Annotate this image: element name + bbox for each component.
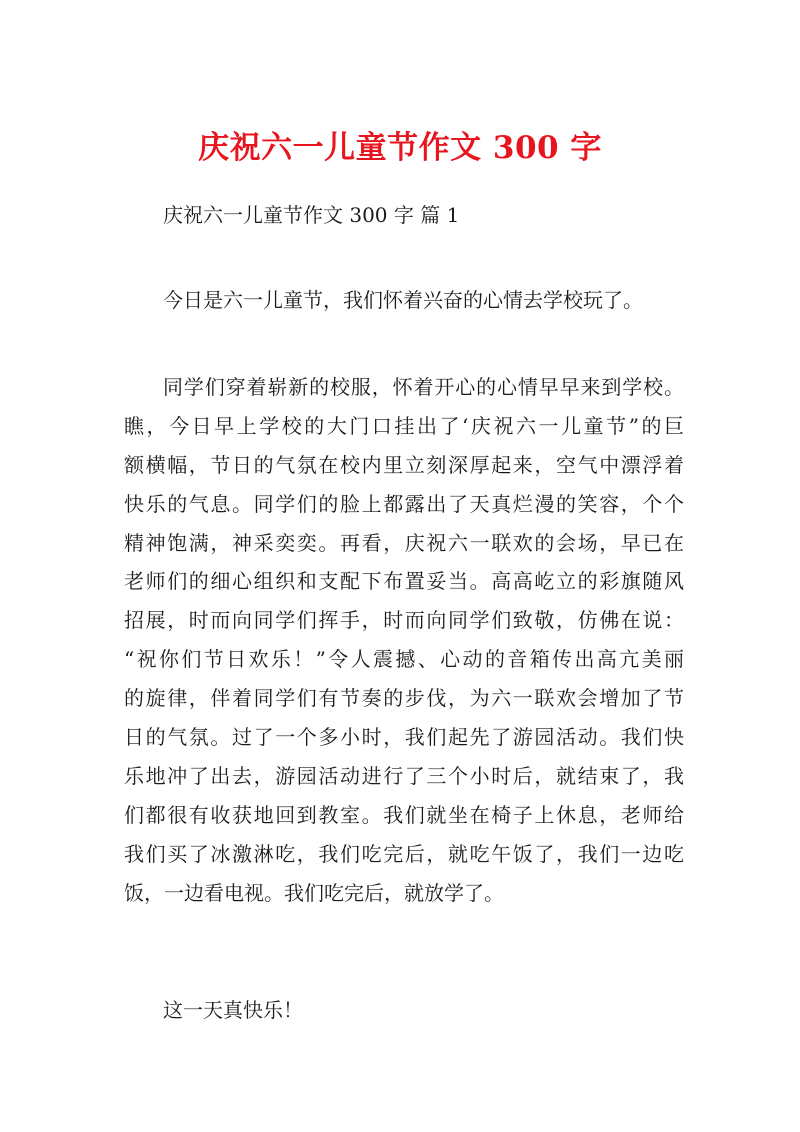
essay-subtitle: 庆祝六一儿童节作文 300 字 篇 1: [163, 203, 460, 227]
paragraph-line: 招展，时而向同学们挥手，时而向同学们致敬，仿佛在说：: [124, 608, 684, 633]
paragraph-line: 老师们的细心组织和支配下布置妥当。高高屹立的彩旗随风: [124, 569, 684, 594]
main-paragraph: [124, 368, 684, 912]
intro-paragraph: 今日是六一儿童节，我们怀着兴奋的心情去学校玩了。: [163, 288, 643, 312]
closing-paragraph: 这一天真快乐！: [163, 998, 303, 1022]
paragraph-line: 快乐的气息。同学们的脸上都露出了天真烂漫的笑容，个个: [124, 491, 684, 516]
paragraph-line: 日的气氛。过了一个多小时，我们起先了游园活动。我们快: [124, 725, 684, 750]
paragraph-line: 同学们穿着崭新的校服，怀着开心的心情早早来到学校。: [163, 375, 684, 399]
paragraph-line: 瞧，今日早上学校的大门口挂出了‘庆祝六一儿童节”的巨: [124, 413, 684, 438]
paragraph-line: 们都很有收获地回到教室。我们就坐在椅子上休息，老师给: [124, 802, 684, 827]
paragraph-line: 额横幅，节日的气氛在校内里立刻深厚起来，空气中漂浮着: [124, 452, 684, 477]
paragraph-line: 我们买了冰激淋吃，我们吃完后，就吃午饭了，我们一边吃: [124, 841, 684, 866]
paragraph-line: 饭，一边看电视。我们吃完后，就放学了。: [124, 880, 504, 905]
paragraph-line: “祝你们节日欢乐！”令人震撼、心动的音箱传出高亢美丽: [124, 647, 684, 672]
paragraph-line: 的旋律，伴着同学们有节奏的步伐，为六一联欢会增加了节: [124, 686, 684, 711]
document-title: 庆祝六一儿童节作文 300 字: [198, 130, 602, 166]
paragraph-line: 精神饱满，神采奕奕。再看，庆祝六一联欢的会场，早已在: [124, 530, 684, 555]
paragraph-line: 乐地冲了出去，游园活动进行了三个小时后，就结束了，我: [124, 763, 684, 788]
